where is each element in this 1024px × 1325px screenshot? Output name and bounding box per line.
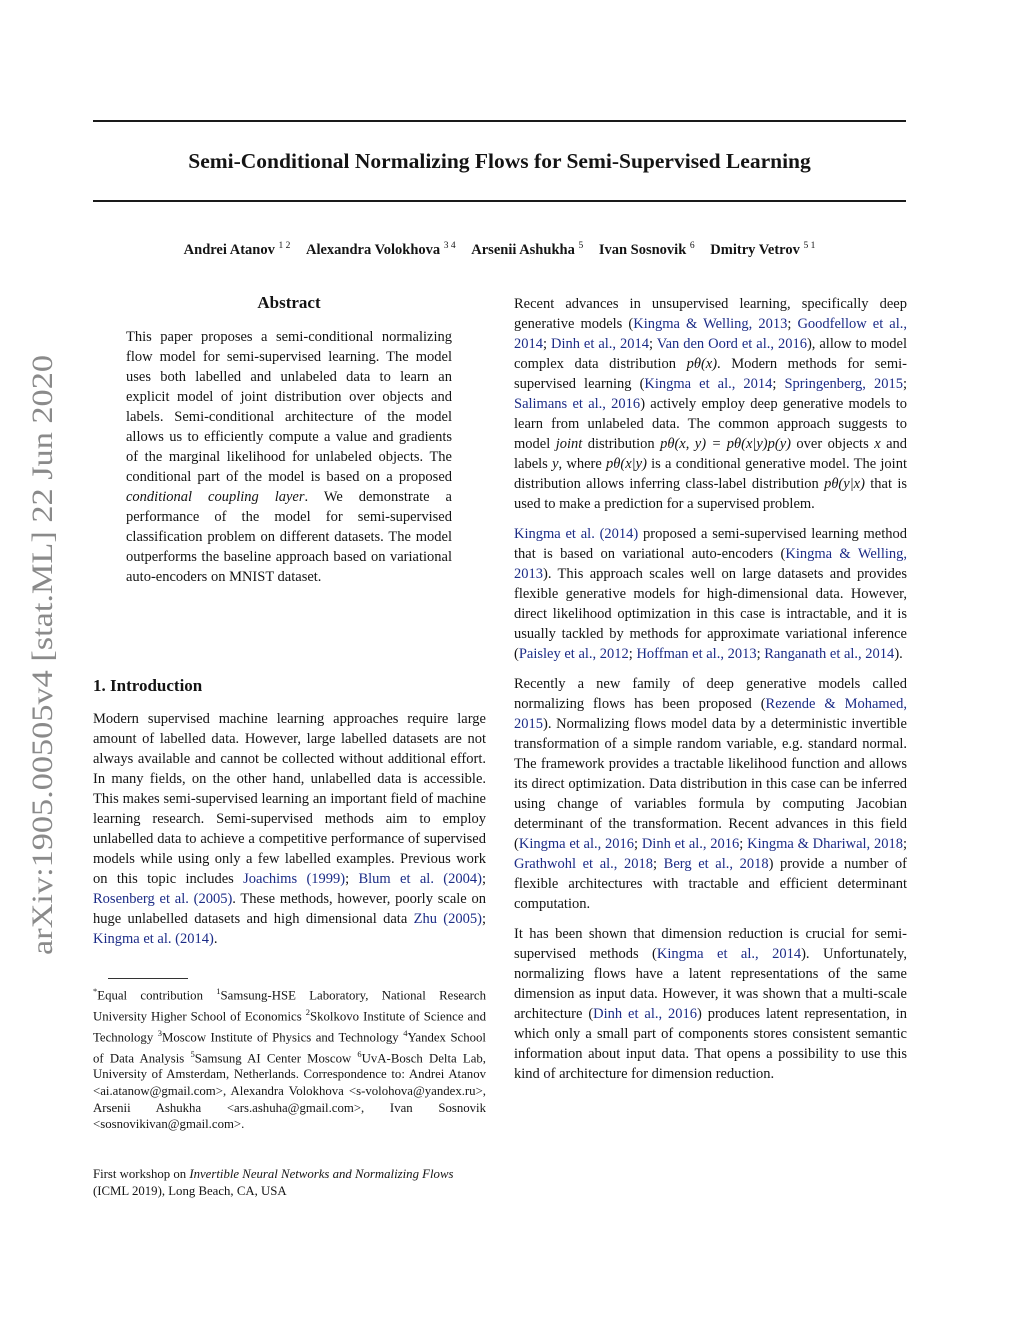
citation-link[interactable]: Kingma et al. (2014) (514, 526, 639, 542)
math-expression: pθ(x) (686, 356, 718, 372)
citation-link[interactable]: Hoffman et al., 2013 (636, 646, 757, 662)
citation-link[interactable]: Kingma et al., 2016 (518, 836, 635, 852)
citation-link[interactable]: Kingma et al., 2014 (656, 946, 802, 962)
citation-link[interactable]: Van den Oord et al., 2016 (656, 336, 807, 352)
section-heading: 1. Introduction (93, 676, 203, 695)
paragraph: Recently a new family of deep generative models called normalizing flows has been proposed (Rezende & Mohamed, 2015). Normalizing flows model data by a deterministic invertible transformation of a simple random variable, e.g. standard normal. The framework provides a tractable likelihood function and allows its direct optimization. Data distribution in this case can be inferred using change of variables formula by computing Jacobian determinant of the transformation. Recent advances in this field (Kingma et al., 2016; Dinh et al., 2016; Kingma & Dhariwal, 2018; Grathwohl et al., 2018; Berg et al., 2018) provide a number of flexible architectures with tractable and efficient determinant computation. (514, 676, 907, 912)
paragraph: It has been shown that dimension reduction is crucial for semi-supervised methods (Kingma et al., 2014). Unfortunately, normalizing flows have a latent representations of the same dimension as input data. However, it was shown that a multi-scale architecture (Dinh et al., 2016) produces latent representation, in which only a small part of components stores consistent semantic information about input data. That opens a possibility to use this kind of architecture for dimension reduction. (514, 926, 907, 1082)
paragraph: Recent advances in unsupervised learning, specifically deep generative models (Kingma & Welling, 2013; Goodfellow et al., 2014; Dinh et al., 2014; Van den Oord et al., 2016), allow to model complex data distribution pθ(x). Modern methods for semi-supervised learning (Kingma et al., 2014; Springenberg, 2015; Salimans et al., 2016) actively employ deep generative models to learn from unlabeled data. The common approach suggests to model joint distribution pθ(x, y) = pθ(x|y)p(y) over objects x and labels y, where pθ(x|y) is a conditional generative model. The joint distribution allows inferring class-label distribution pθ(y|x) that is used to make a prediction for a supervised problem. (514, 296, 908, 512)
paper-title: Semi-Conditional Normalizing Flows for Semi-Supervised Learning (188, 149, 811, 173)
paragraph: Kingma et al. (2014) proposed a semi-supervised learning method that is based on variational auto-encoders (Kingma & Welling, 2013). This approach scales well on large datasets and provides flexible generative models for high-dimensional data. However, direct likelihood optimization in this case is intractable, and it is usually tackled by methods for approximate variational inference (Paisley et al., 2012; Hoffman et al., 2013; Ranganath et al., 2014). (514, 526, 907, 662)
author-list (93, 236, 906, 260)
title-rule-bottom (93, 200, 906, 202)
citation-link[interactable]: Zhu (2005) (413, 911, 482, 927)
citation-link[interactable]: Blum et al. (2004) (358, 871, 482, 887)
citation-link[interactable]: Dinh et al., 2016 (593, 1006, 698, 1022)
abstract-text: This paper proposes a semi-conditional normalizing flow model for semi-supervised learning. The model uses both labelled and unlabeled data to learn an explicit model of joint distribution over objects and labels. Semi-conditional architecture of the model allows us to efficiently compute a value and gradients of the marginal likelihood for unlabeled objects. The conditional part of the model is based on a proposed conditional coupling layer. We demonstrate a performance of the model for semi-supervised classification problem on different datasets. The model outperforms the baseline approach based on variational auto-encoders on MNIST dataset. (126, 329, 452, 585)
author: Ivan Sosnovik $^6$ (598, 241, 695, 258)
citation-link[interactable]: Dinh et al., 2016 (641, 836, 740, 852)
citation-link[interactable]: Goodfellow et al., 2014 (514, 316, 908, 352)
citation-link[interactable]: Kingma et al., 2014 (644, 376, 773, 392)
author: Arsenii Ashukha $^5$ (471, 241, 584, 258)
arxiv-stamp-text: arXiv:1905.00505v4 [stat.ML] 22 Jun 2020 (26, 430, 59, 955)
citation-link[interactable]: Kingma & Dhariwal, 2018 (747, 836, 903, 852)
footnote-rule (108, 978, 188, 979)
math-expression: y (552, 456, 559, 472)
paragraph: Modern supervised machine learning approaches require large amount of labelled data. However, large labelled datasets are not always available and cannot be collected without additional effort. In many fields, on the other hand, unlabelled data is accessible. This makes semi-supervised learning an important field of machine learning research. Semi-supervised methods aim to employ unlabelled data to achieve a competitive performance of supervised models while using only a few labelled examples. Previous work on this topic includes Joachims (1999); Blum et al. (2004); Rosenberg et al. (2005). These methods, however, poorly scale on huge unlabelled datasets and high dimensional data Zhu (2005); Kingma et al. (2014). (93, 711, 486, 947)
author: Dmitry Vetrov $^{5 1}$ (710, 241, 816, 258)
citation-link[interactable]: Joachims (1999) (243, 871, 346, 887)
author: Alexandra Volokhova $^{3 4}$ (305, 241, 456, 258)
workshop-note: First workshop on Invertible Neural Networks and Normalizing Flows (ICML 2019), Long Beach, CA, USA (93, 1167, 454, 1198)
citation-link[interactable]: Salimans et al., 2016 (514, 396, 641, 412)
citation-link[interactable]: Kingma et al. (2014) (93, 931, 214, 947)
math-expression: x (874, 436, 881, 452)
left-column (93, 709, 486, 959)
citation-link[interactable]: Kingma & Welling, 2013 (514, 546, 907, 582)
citation-link[interactable]: Rosenberg et al. (2005) (93, 891, 233, 907)
citation-link[interactable]: Rezende & Mohamed, 2015 (514, 696, 907, 732)
citation-link[interactable]: Ranganath et al., 2014 (764, 646, 895, 662)
title-rule-top (93, 120, 906, 122)
citation-link[interactable]: Kingma & Welling, 2013 (633, 316, 788, 332)
math-expression: pθ(x|y) (606, 456, 647, 472)
citation-link[interactable]: Dinh et al., 2014 (550, 336, 650, 352)
arxiv-stamp (22, 350, 62, 960)
citation-link[interactable]: Paisley et al., 2012 (518, 646, 629, 662)
math-expression: pθ(y|x) (824, 476, 865, 492)
citation-link[interactable]: Berg et al., 2018 (663, 856, 769, 872)
author: Andrei Atanov $^{1 2}$ (183, 241, 291, 258)
footnote: *Equal contribution $^1$Samsung-HSE Laboratory, National Research University Higher School of Economics $^2$Skolkovo Institute of Science and Technology $^3$Moscow Institute of Physics and Technology $^4$Yandex School of Data Analysis $^5$Samsung AI Center Moscow $^6$UvA-Bosch Delta Lab, University of Amsterdam, Netherlands. Correspondence to: Andrei Atanov <ai.atanow@gmail.com>, Alexandra Volokhova <s-volohova@yandex.ru>, Arsenii Ashukha <ars.ashuha@gmail.com>, Ivan Sosnovik <sosnovikivan@gmail.com>. (93, 986, 486, 1132)
abstract-heading: Abstract (257, 293, 321, 312)
math-expression: pθ(x, y) = pθ(x|y)p(y) (660, 436, 791, 452)
citation-link[interactable]: Springenberg, 2015 (784, 376, 903, 392)
citation-link[interactable]: Grathwohl et al., 2018 (514, 856, 654, 872)
right-column (514, 294, 907, 1094)
